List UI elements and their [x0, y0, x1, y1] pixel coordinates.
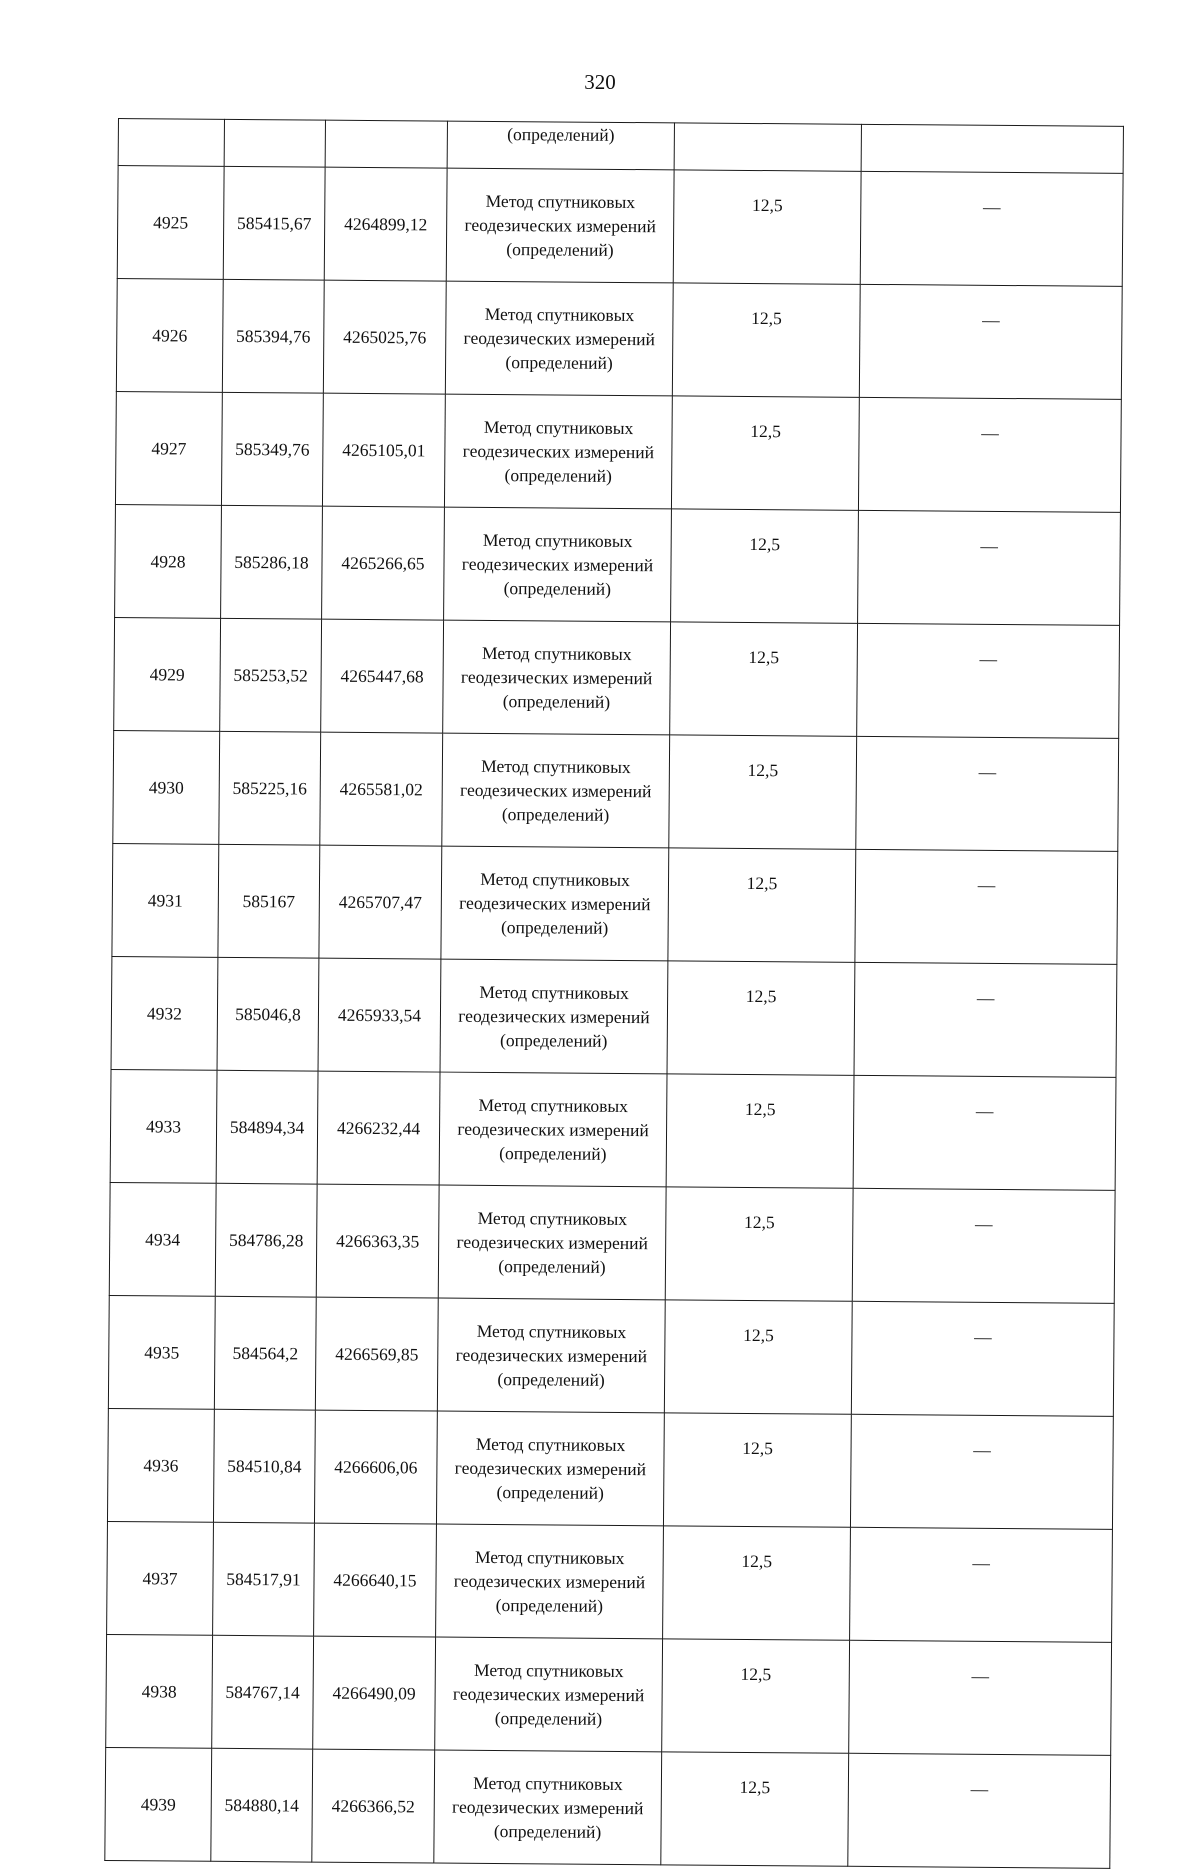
point-number-cell: 4927: [115, 391, 222, 505]
x-coordinate-cell: 584510,84: [213, 1409, 315, 1523]
note-cell: —: [852, 1188, 1115, 1303]
y-coordinate-cell: 4265025,76: [323, 280, 446, 394]
point-number-cell: 4930: [113, 730, 220, 844]
table-row: [107, 1408, 1113, 1529]
accuracy-cell: 12,5: [670, 622, 858, 736]
x-coordinate-cell: 585225,16: [219, 731, 321, 845]
y-coordinate-cell: 4266490,09: [313, 1636, 436, 1750]
note-cell: —: [858, 397, 1121, 512]
method-line: (определений): [495, 1595, 604, 1616]
method-line: Метод спутниковых: [485, 190, 636, 213]
point-number-cell: 4934: [109, 1182, 216, 1296]
method-line: геодезических измерений: [455, 1344, 648, 1367]
y-coordinate-cell: 4265105,01: [322, 393, 445, 507]
method-cell: [434, 1750, 662, 1865]
table-row: [110, 1069, 1116, 1190]
y-coordinate-cell: 4266232,44: [317, 1071, 440, 1185]
method-line: геодезических измерений: [458, 1005, 650, 1028]
empty-cell: [674, 123, 861, 171]
empty-cell: [224, 119, 325, 167]
note-cell: —: [860, 171, 1123, 286]
method-line: Метод спутниковых: [481, 755, 631, 778]
point-number-cell: 4938: [106, 1634, 213, 1748]
table-row: [116, 278, 1122, 399]
method-line: геодезических измерений: [454, 1457, 647, 1480]
x-coordinate-cell: 585415,67: [223, 166, 325, 280]
x-coordinate-cell: 585349,76: [221, 392, 323, 506]
method-line: Метод спутниковых: [473, 1772, 623, 1795]
method-line: Метод спутниковых: [480, 868, 630, 891]
x-coordinate-cell: 584564,2: [214, 1296, 316, 1410]
point-number-cell: 4928: [115, 504, 222, 618]
x-coordinate-cell: 584786,28: [215, 1183, 317, 1297]
accuracy-cell: 12,5: [667, 961, 855, 1075]
method-line: Метод спутниковых: [482, 642, 632, 665]
method-line: геодезических измерений: [459, 779, 652, 802]
y-coordinate-cell: 4265581,02: [320, 732, 443, 846]
y-coordinate-cell: 4266366,52: [312, 1749, 435, 1863]
point-number-cell: 4925: [117, 166, 224, 280]
x-coordinate-cell: 585394,76: [222, 279, 324, 393]
method-line: (определений): [497, 1369, 605, 1390]
method-line: (определений): [500, 1030, 608, 1051]
y-coordinate-cell: 4266640,15: [314, 1523, 437, 1637]
note-cell: —: [851, 1301, 1114, 1416]
y-coordinate-cell: 4266606,06: [314, 1410, 437, 1524]
method-line: Метод спутниковых: [483, 416, 634, 439]
accuracy-cell: 12,5: [663, 1526, 851, 1640]
method-line: геодезических измерений: [463, 327, 656, 350]
y-coordinate-cell: 4265933,54: [318, 958, 441, 1072]
table-row: [106, 1634, 1112, 1755]
table-body: [105, 119, 1124, 1869]
method-line: (определений): [499, 1143, 607, 1164]
method-cell: [439, 1072, 667, 1187]
method-line: геодезических измерений: [452, 1683, 645, 1706]
table-row: [111, 956, 1117, 1077]
method-line: (определений): [502, 691, 611, 712]
method-line: геодезических измерений: [453, 1570, 646, 1593]
method-cell: [440, 959, 668, 1074]
method-line: геодезических измерений: [464, 214, 656, 237]
accuracy-cell: 12,5: [671, 396, 859, 510]
method-cell: [436, 1524, 664, 1639]
y-coordinate-cell: 4265266,65: [322, 506, 445, 620]
method-cell: [438, 1185, 666, 1300]
table-row: [112, 843, 1118, 964]
empty-cell: [118, 119, 224, 167]
note-cell: —: [859, 284, 1122, 399]
x-coordinate-cell: 585167: [218, 844, 320, 958]
method-line: Метод спутниковых: [474, 1659, 624, 1682]
note-cell: —: [850, 1414, 1113, 1529]
y-coordinate-cell: 4265447,68: [321, 619, 444, 733]
method-cell: [437, 1298, 665, 1413]
method-line: Метод спутниковых: [474, 1546, 625, 1569]
x-coordinate-cell: 584767,14: [212, 1635, 314, 1749]
table-row: [105, 1747, 1111, 1868]
note-cell: —: [854, 962, 1117, 1077]
accuracy-cell: 12,5: [668, 848, 856, 962]
table-row: [115, 504, 1121, 625]
method-line: Метод спутниковых: [477, 1207, 628, 1230]
x-coordinate-cell: 585253,52: [220, 618, 322, 732]
coordinates-table: [104, 118, 1124, 1869]
continuation-row: [118, 119, 1123, 174]
accuracy-cell: 12,5: [664, 1300, 852, 1414]
method-line: геодезических измерений: [461, 553, 654, 576]
method-cell: [435, 1637, 663, 1752]
continuation-cell: (определений): [447, 121, 674, 170]
table-row: [117, 166, 1123, 287]
point-number-cell: 4931: [112, 843, 219, 957]
note-cell: —: [848, 1753, 1111, 1868]
method-line: (определений): [505, 352, 613, 373]
note-cell: —: [856, 736, 1119, 851]
method-line: Метод спутниковых: [478, 1094, 629, 1117]
note-cell: —: [855, 849, 1118, 964]
table-row: [107, 1521, 1113, 1642]
method-line: Метод спутниковых: [479, 981, 629, 1004]
method-cell: [445, 281, 673, 396]
point-number-cell: 4929: [114, 617, 221, 731]
page-number: 320: [584, 70, 616, 94]
method-cell: [436, 1411, 664, 1526]
x-coordinate-cell: 584880,14: [211, 1748, 313, 1862]
method-cell: [442, 733, 670, 848]
accuracy-cell: 12,5: [665, 1187, 853, 1301]
accuracy-cell: 12,5: [662, 1639, 850, 1753]
accuracy-cell: 12,5: [661, 1752, 849, 1866]
point-number-cell: 4933: [110, 1069, 217, 1183]
accuracy-cell: 12,5: [666, 1074, 854, 1188]
table-row: [115, 391, 1121, 512]
x-coordinate-cell: 585046,8: [217, 957, 319, 1071]
note-cell: —: [850, 1527, 1113, 1642]
method-line: (определений): [496, 1482, 604, 1503]
note-cell: —: [849, 1640, 1112, 1755]
method-line: геодезических измерений: [451, 1796, 644, 1819]
y-coordinate-cell: 4266363,35: [316, 1184, 439, 1298]
empty-cell: [325, 120, 447, 168]
method-cell: [441, 846, 669, 961]
method-line: Метод спутниковых: [484, 303, 635, 326]
table-row: [114, 617, 1120, 738]
method-line: Метод спутниковых: [482, 529, 633, 552]
y-coordinate-cell: 4264899,12: [324, 167, 447, 281]
table-row: [113, 730, 1119, 851]
method-cell: [443, 620, 671, 735]
note-cell: —: [853, 1075, 1116, 1190]
point-number-cell: 4939: [105, 1747, 212, 1861]
method-cell: [444, 507, 672, 622]
table-row: [109, 1182, 1115, 1303]
method-line: (определений): [500, 917, 609, 938]
accuracy-cell: 12,5: [669, 735, 857, 849]
accuracy-cell: 12,5: [663, 1413, 851, 1527]
point-number-cell: 4935: [108, 1295, 215, 1409]
method-line: геодезических измерений: [457, 1118, 649, 1141]
x-coordinate-cell: 584517,91: [213, 1522, 315, 1636]
method-line: (определений): [504, 465, 612, 486]
method-line: (определений): [494, 1708, 603, 1729]
method-line: (определений): [498, 1256, 606, 1277]
point-number-cell: 4932: [111, 956, 218, 1070]
method-line: геодезических измерений: [460, 666, 653, 689]
method-line: (определений): [501, 804, 610, 825]
accuracy-cell: 12,5: [671, 509, 859, 623]
point-number-cell: 4926: [116, 278, 223, 392]
note-cell: —: [858, 510, 1121, 625]
y-coordinate-cell: 4266569,85: [315, 1297, 438, 1411]
method-line: (определений): [503, 578, 612, 599]
method-cell: [444, 394, 672, 509]
table-row: [108, 1295, 1114, 1416]
method-line: геодезических измерений: [459, 892, 651, 915]
method-line: Метод спутниковых: [476, 1320, 627, 1343]
method-line: геодезических измерений: [456, 1231, 648, 1254]
x-coordinate-cell: 585286,18: [221, 505, 323, 619]
note-cell: —: [857, 623, 1120, 738]
point-number-cell: 4937: [107, 1521, 214, 1635]
method-cell: [446, 168, 674, 283]
method-line: (определений): [493, 1821, 602, 1842]
method-line: геодезических измерений: [462, 440, 655, 463]
x-coordinate-cell: 584894,34: [216, 1070, 318, 1184]
point-number-cell: 4936: [107, 1408, 214, 1522]
method-line: Метод спутниковых: [475, 1433, 626, 1456]
accuracy-cell: 12,5: [673, 170, 861, 284]
empty-cell: [861, 124, 1123, 173]
method-line: (определений): [506, 239, 614, 260]
y-coordinate-cell: 4265707,47: [319, 845, 442, 959]
accuracy-cell: 12,5: [672, 283, 860, 397]
